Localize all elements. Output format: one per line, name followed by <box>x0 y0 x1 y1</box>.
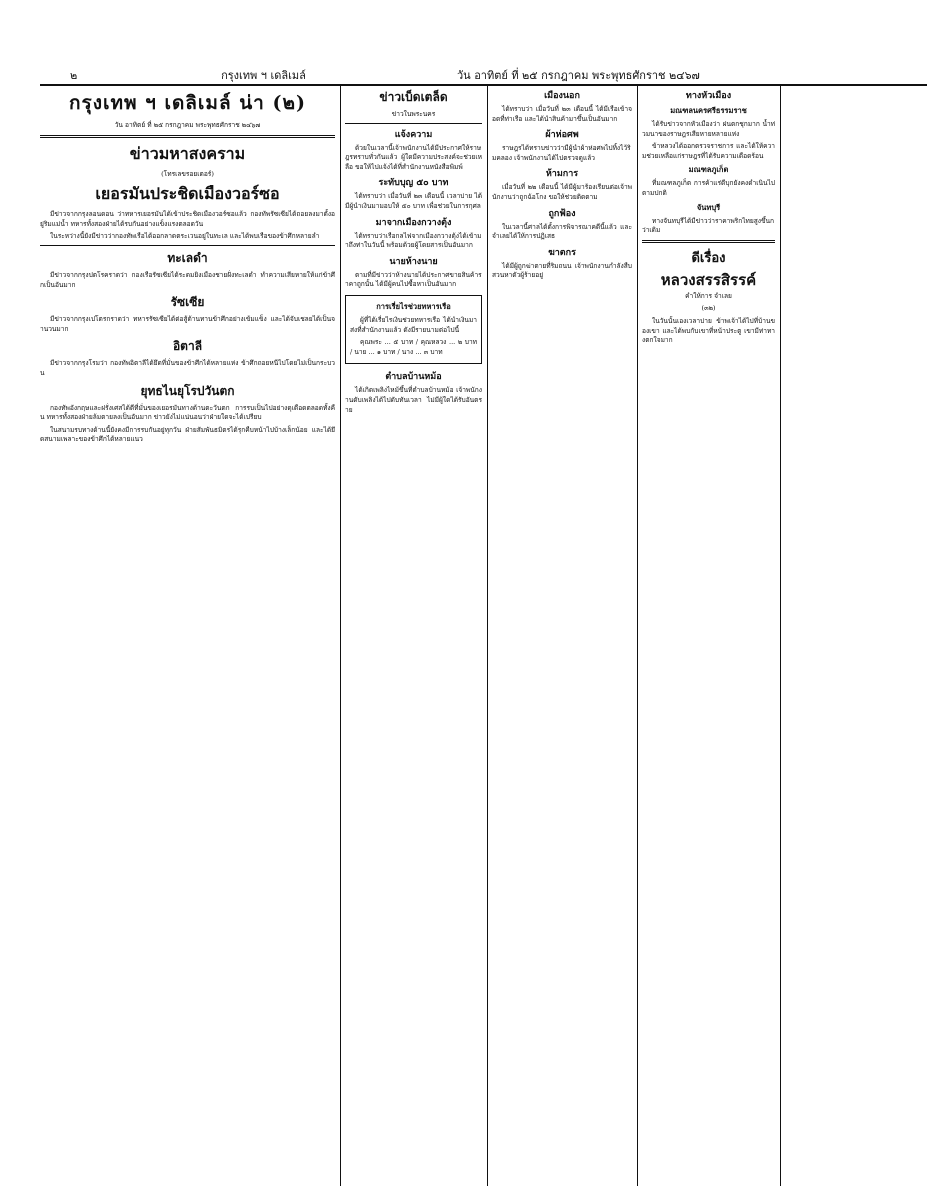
divider <box>40 245 335 246</box>
article-body: ที่มณฑลภูเก็ต การค้าแร่ดีบุกยังคงดำเนินไปตามปกติ <box>642 179 775 197</box>
article-body: ในเวลานี้ศาลได้ตั้งการพิจารณาคดีนี้แล้ว และจำเลยได้ให้การปฏิเสธ <box>492 222 632 241</box>
divider <box>642 240 775 243</box>
article-body: ด้วยในเวลานี้เจ้าพนักงานได้มีประกาศให้ราษฎรทราบทั่วกันแล้ว ผู้ใดมีความประสงค์จะช่วยเหลือ ขอให้ไปแจ้งได้ที่สำนักงานหนังสือพิมพ์ <box>345 143 482 171</box>
running-header <box>40 68 927 86</box>
article-body: ได้ทราบว่า เมื่อวันที่ ๒๓ เดือนนี้ เวลาบ่าย ได้มีผู้นำเงินมามอบให้ ๕๐ บาท เพื่อช่วยในการกุศล <box>345 192 482 210</box>
column-rule <box>637 86 638 1186</box>
article-body: ทางจันทบุรีได้มีข่าวว่าราคาพริกไทยสูงขึ้นกว่าเดิม <box>642 216 774 235</box>
headline: ฆาตกร <box>548 247 576 258</box>
column-3 <box>492 86 632 1186</box>
dateline: วัน อาทิตย์ ที่ ๒๕ กรกฎาคม พระพุทธศักราช ๒๔๖๗ <box>114 121 261 129</box>
article-body: ได้เกิดเพลิงไหม้ขึ้นที่ตำบลบ้านหม้อ เจ้าพนักงานดับเพลิงได้ไปดับทันเวลา ไม่มีผู้ใดได้รับอันตราย <box>345 386 482 414</box>
serial-body: ในวันนั้นเองเวลาบ่าย ข้าพเจ้าได้ไปที่บ้านของเขา และได้พบกับเขาที่หน้าประตู เขามีท่าทางตกใจมาก <box>642 316 775 345</box>
headline: แจ้งความ <box>394 129 433 140</box>
donor-list: คุณพระ ... ๕ บาท / คุณหลวง ... ๒ บาท / นาย ... ๑ บาท / นาง ... ๓ บาท <box>350 338 477 356</box>
article-body: ผู้ที่ได้เรี่ยไรเงินช่วยทหารเรือ ได้นำเงินมาส่งที่สำนักงานแล้ว ดังมีรายนามต่อไปนี้ <box>350 315 477 334</box>
article-body: เมื่อวันที่ ๒๒ เดือนนี้ ได้มีผู้มาร้องเรียนต่อเจ้าพนักงานว่าถูกฉ้อโกง ขอให้ช่วยติดตาม <box>492 183 632 201</box>
headline: มณฑลนครศรีธรรมราช <box>670 106 747 115</box>
article-body: มีข่าวจากกรุงปตโรคราดว่า กองเรือรัซเซียได้ระดมยิงเมืองชายฝั่งทะเลดำ ทำความเสียหายให้แก่ข้าศึกเป็นอันมาก <box>40 270 335 289</box>
page-number: ๒ <box>70 69 78 82</box>
column-rule <box>487 86 488 1186</box>
article-body: ได้มีผู้ถูกฆ่าตายที่ริมถนน เจ้าพนักงานกำลังสืบสวนหาตัวผู้ร้ายอยู่ <box>492 261 632 280</box>
article-body: ราษฎรได้ทราบข่าวว่ามีผู้นำผ้าห่อศพไปทิ้งไว้ริมคลอง เจ้าพนักงานได้ไปตรวจดูแล้ว <box>492 144 631 162</box>
headline: มณฑลภูเก็ต <box>688 165 729 175</box>
serial-meta: คำให้การ จำเลย <box>685 291 732 300</box>
section-heading: ข่าวมหาสงคราม <box>129 143 246 163</box>
column-4 <box>642 86 775 1186</box>
serial-kicker: ดีเรื่อง <box>691 250 726 266</box>
headline: การเรี่ยไรช่วยทหารเรือ <box>376 301 451 311</box>
column-rule <box>780 86 781 1186</box>
headline: มาจากเมืองกวางตุ้ง <box>375 217 452 228</box>
article-body: มีข่าวจากกรุงลอนดอน ว่าทหารเยอรมันได้เข้าประชิดเมืองวอร์ซอแล้ว กองทัพรัซเซียได้ถอยลงมาตั้งอยู่ริมแม่น้ำ ทหารทั้งสองฝ่ายได้รบกันอย่างแข็งแรงตลอดวัน <box>40 210 335 228</box>
headline: ทะเลดำ <box>167 250 208 265</box>
serial-part: (๓๒) <box>701 304 716 313</box>
article-body: ได้ทราบว่า เมื่อวันที่ ๒๓ เดือนนี้ ได้มีเรือเข้าจอดที่ท่าเรือ และได้นำสินค้ามาขึ้นเป็นอันมาก <box>492 105 632 123</box>
column-rule <box>340 86 341 1186</box>
article-body: ในระหว่างนี้ยังมีข่าวว่ากองทัพเรือได้ออกลาดตระเวนอยู่ในทะเล และได้พบเรือของข้าศึกหลายลำ <box>50 232 320 241</box>
wire-credit: (โทรเลขรอยเตอร์) <box>161 169 214 178</box>
divider <box>345 123 482 124</box>
section-subheading: ข่าวในพระนคร <box>391 110 436 118</box>
donation-box <box>345 295 482 364</box>
article-body: มีข่าวจากกรุงโรมว่า กองทัพอิตาลีได้ยึดที่มั่นของข้าศึกได้หลายแห่ง ข้าศึกถอยหนีไปโดยไม่เป็นกระบวน <box>40 359 335 377</box>
serial-title: หลวงสรรสิรรค์ <box>660 270 757 289</box>
column-1 <box>40 86 335 1186</box>
section-heading: ข่าวเบ็ดเตล็ด <box>379 90 448 104</box>
paper-name: กรุงเทพ ฯ เดลิเมล์ <box>221 69 306 82</box>
headline: เยอรมันประชิดเมืองวอร์ซอ <box>95 184 280 204</box>
article-body: ข้าหลวงได้ออกตรวจราชการ และได้ให้ความช่วยเหลือแก่ราษฎรที่ได้รับความเดือดร้อน <box>642 142 775 160</box>
divider <box>40 135 335 138</box>
article-body: ได้ทราบว่าเรือกลไฟจากเมืองกวางตุ้งได้เข้ามาถึงท่าในวันนี้ พร้อมด้วยผู้โดยสารเป็นอันมาก <box>345 231 482 250</box>
article-body: กองทัพอังกฤษและฝรั่งเศสได้ตีที่มั่นของเยอรมันทางด้านตะวันตก การรบเป็นไปอย่างดุเดือดตลอดทั้งคืน ทหารทั้งสองฝ่ายล้มตายลงเป็นอันมาก ข่าวยังไม่แน่นอนว่าฝ่ายใดจะได้เปรียบ <box>40 403 335 422</box>
headline: รัซเซีย <box>170 295 205 310</box>
section-heading: ทางหัวเมือง <box>685 91 732 101</box>
article-body: ได้รับข่าวจากหัวเมืองว่า ฝนตกชุกมาก น้ำท่วมนาของราษฎรเสียหายหลายแห่ง <box>642 120 775 138</box>
article-body: ตามที่มีข่าวว่าห้างนายได้ประกาศขายสินค้าราคาถูกนั้น ได้มีผู้คนไปซื้อหาเป็นอันมาก <box>345 270 482 289</box>
headline: ยุทธไนยุโรปวันตก <box>140 383 235 398</box>
headline: ถูกฟ้อง <box>548 208 576 219</box>
headline: ห้ามการ <box>545 169 579 180</box>
article-body: ในสนามรบทางด้านนี้ยังคงมีการรบกันอยู่ทุกวัน ฝ่ายสัมพันธมิตรได้รุกคืบหน้าไปบ้างเล็กน้อย และได้ยึดสนามเพลาะของข้าศึกได้หลายแนว <box>40 425 335 444</box>
column-2 <box>345 86 482 1186</box>
headline: เมืองนอก <box>544 91 580 101</box>
headline: อิตาลี <box>172 339 203 354</box>
headline: ผ้าห่อศพ <box>545 130 579 141</box>
headline: นายห้างนาย <box>389 256 438 267</box>
issue-date: วัน อาทิตย์ ที่ ๒๕ กรกฎาคม พระพุทธศักราช ๒๔๖๗ <box>457 69 700 82</box>
headline: ระทับบุญ ๕๐ บาท <box>378 178 449 189</box>
headline: ตำบลบ้านหม้อ <box>385 372 442 383</box>
article-body: มีข่าวจากกรุงเปโตรกราดว่า ทหารรัซเซียได้ต่อสู้ต้านทานข้าศึกอย่างเข้มแข็ง และได้จับเชลยได้เป็นจำนวนมาก <box>40 315 335 333</box>
headline: จันทบุรี <box>696 202 721 212</box>
masthead: กรุงเทพ ฯ เดลิเมล์ น่า (๒) <box>69 92 306 114</box>
